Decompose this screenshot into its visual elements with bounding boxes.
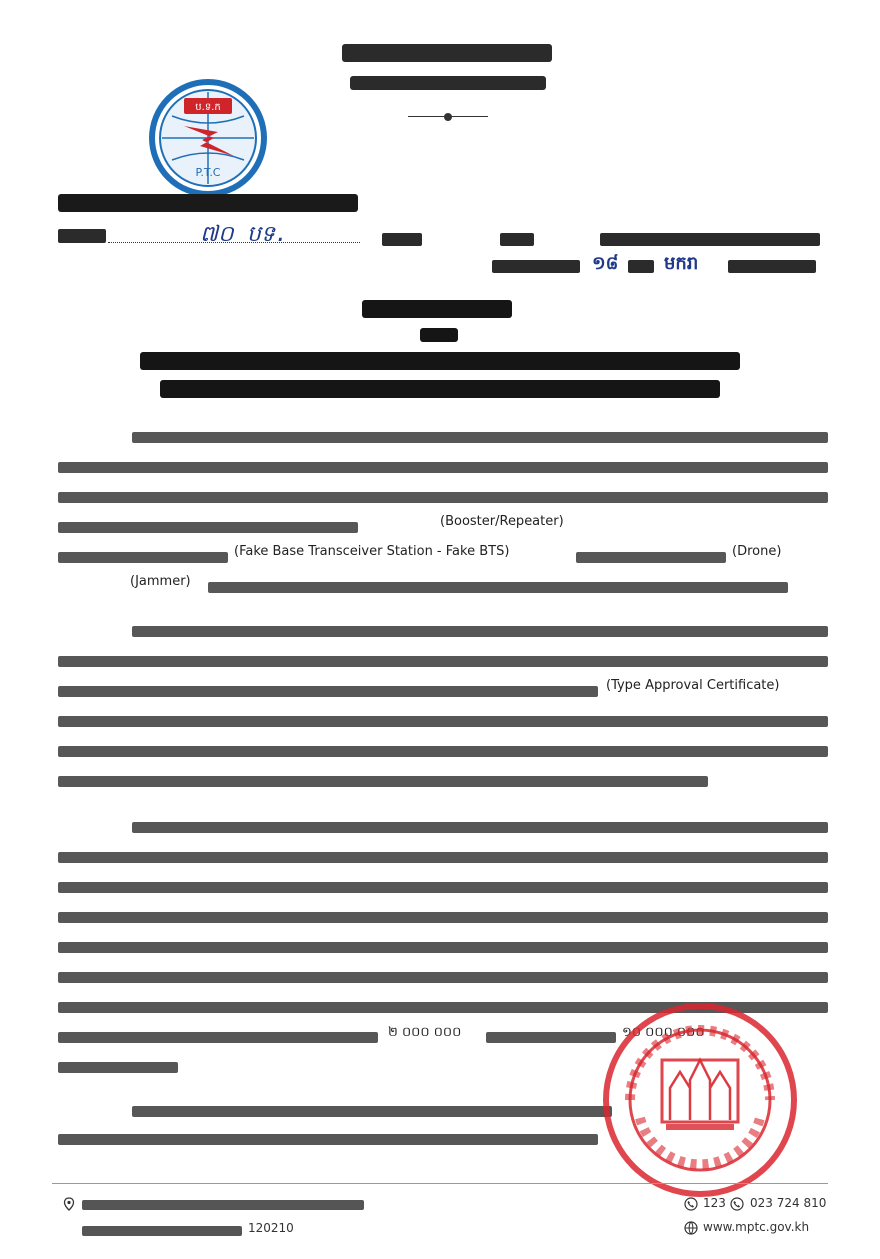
term-type-approval: (Type Approval Certificate) (606, 678, 780, 693)
footer-postal-code: 120210 (248, 1221, 294, 1235)
phone-icon (730, 1196, 744, 1210)
date-solar-month: មករា (664, 253, 699, 274)
footer-website-link[interactable]: www.mptc.gov.kh (703, 1220, 810, 1234)
doc-type-title (362, 300, 512, 318)
term-jammer: (Jammer) (130, 574, 191, 589)
doc-subject-prefix (420, 328, 458, 342)
globe-icon (684, 1220, 698, 1234)
fine-max-amount: ១០ ០០០ ០០០ (620, 1024, 707, 1043)
date-solar-day: ១៨ (592, 253, 619, 274)
ministry-name (58, 194, 358, 212)
footer-phone[interactable]: 023 724 810 (750, 1196, 827, 1210)
kingdom-title (342, 44, 552, 62)
date-lunar-year (600, 233, 820, 246)
footer-address-line-1 (82, 1200, 364, 1210)
doc-subject-line-1 (140, 352, 740, 370)
ref-label (58, 229, 106, 243)
footer-address-line-2 (82, 1226, 242, 1236)
date-place (492, 260, 580, 273)
date-lunar-prefix (382, 233, 422, 246)
doc-subject-line-2 (160, 380, 720, 398)
location-pin-icon (62, 1196, 76, 1210)
term-drone: (Drone) (732, 544, 782, 559)
official-ministry-stamp (600, 1000, 800, 1200)
hotline-phone-icon (684, 1196, 698, 1210)
term-booster: (Booster/Repeater) (440, 514, 564, 529)
ref-number: ៧០ បទ. (200, 222, 289, 247)
footer-hotline[interactable]: 123 (703, 1196, 726, 1210)
term-fake-bts: (Fake Base Transceiver Station - Fake BTS) (234, 544, 510, 559)
nation-religion-king-motto (350, 76, 546, 90)
crest-bottom-text: P.T.C (195, 166, 221, 179)
date-lunar-month-label (500, 233, 534, 246)
footer-divider (52, 1183, 828, 1184)
date-solar-year (728, 260, 816, 273)
date-month-label (628, 260, 654, 273)
fine-min-amount: ២ ០០០ ០០០ (386, 1024, 463, 1043)
crest-top-text: ប.ទ.ក (195, 102, 221, 113)
ministry-crest-logo (148, 78, 268, 198)
header-divider-ornament (444, 113, 452, 121)
